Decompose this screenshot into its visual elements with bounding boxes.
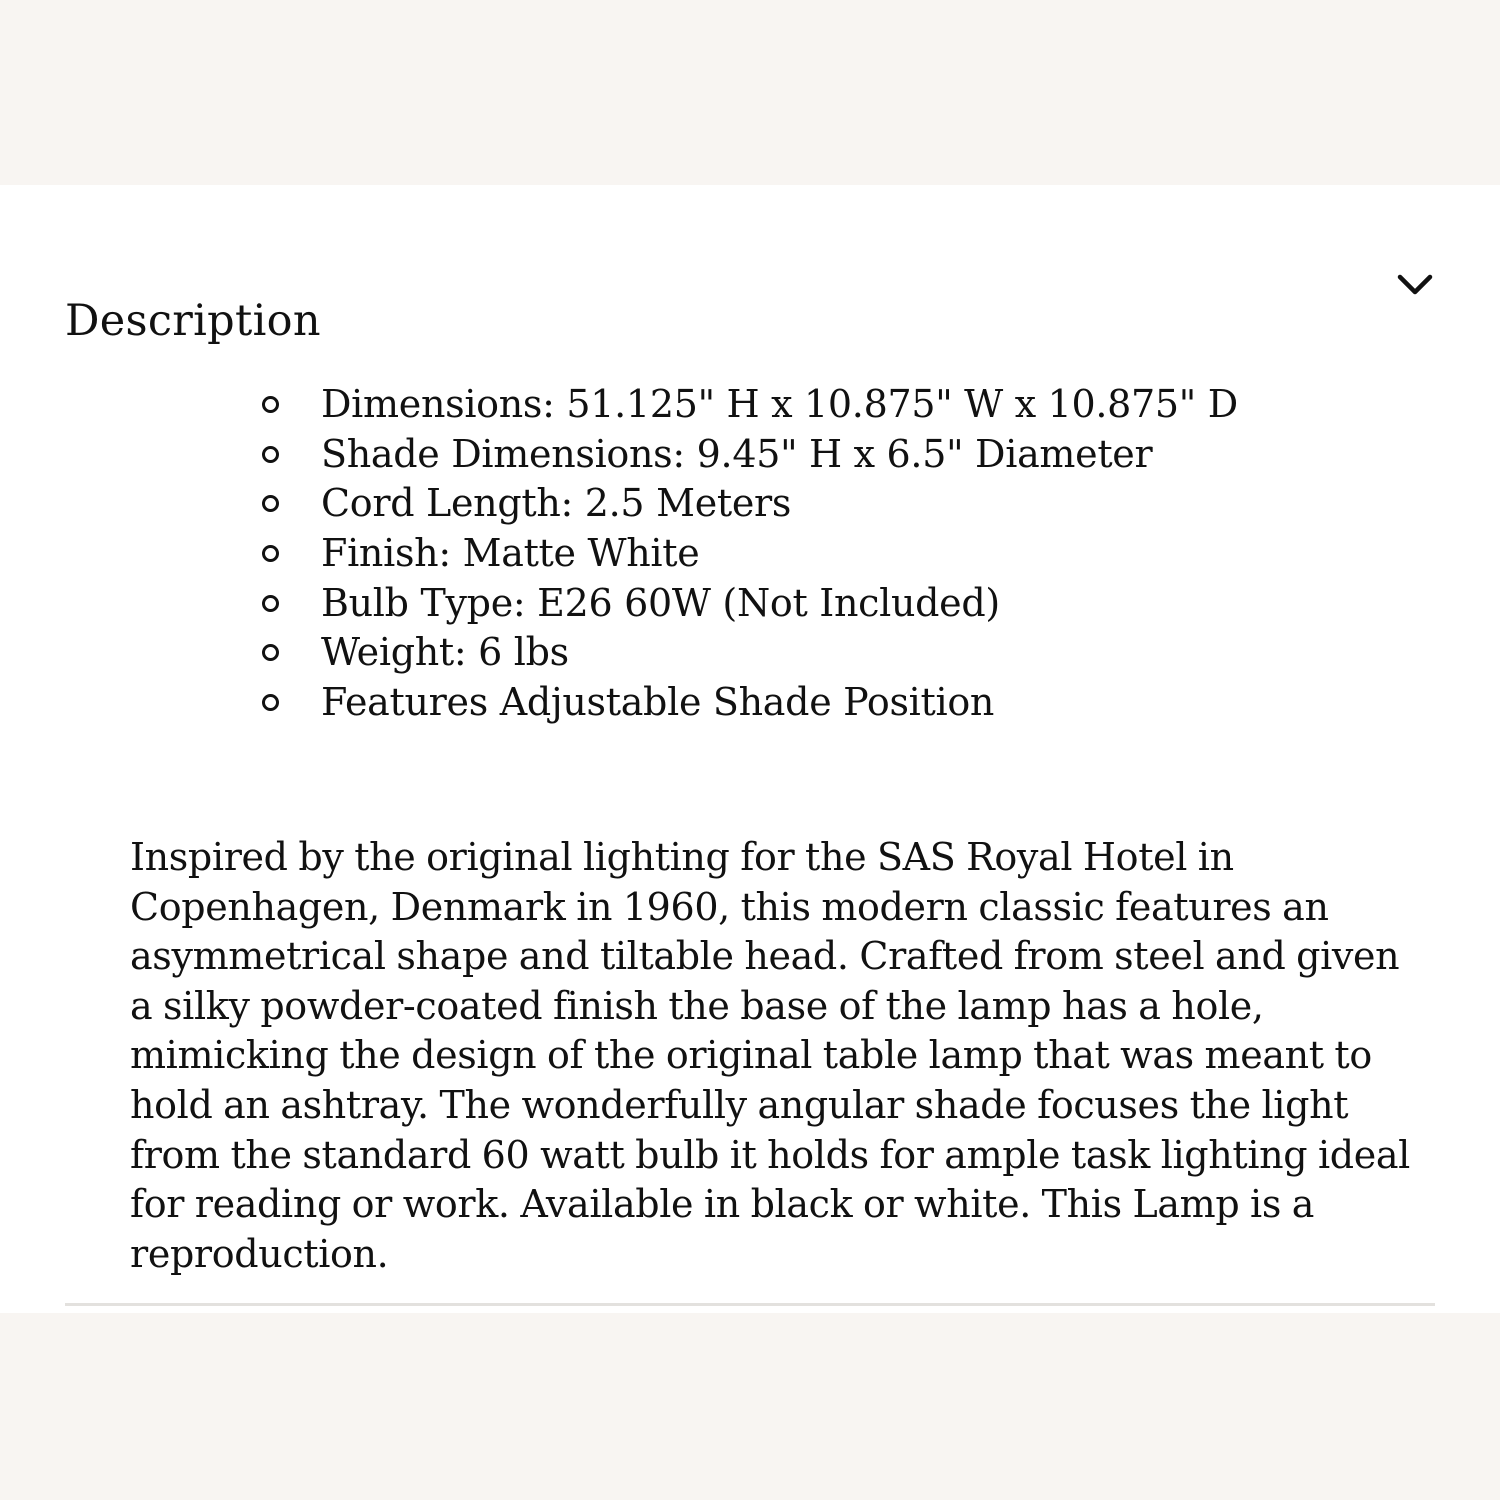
bullet-icon [262, 644, 279, 661]
spec-item-features [255, 678, 1435, 728]
chevron-down-icon[interactable] [1395, 267, 1435, 303]
spec-item-finish [255, 529, 1435, 579]
bullet-icon [262, 446, 279, 463]
spec-text: Weight: 6 lbs [321, 630, 569, 675]
section-divider [65, 1303, 1435, 1306]
spec-item-cord-length [255, 479, 1435, 529]
bullet-icon [262, 595, 279, 612]
spec-text: Finish: Matte White [321, 531, 700, 576]
spec-text: Features Adjustable Shade Position [321, 680, 995, 725]
spec-text: Shade Dimensions: 9.45" H x 6.5" Diameter [321, 431, 1153, 476]
description-paragraph: Inspired by the original lighting for the SAS Royal Hotel in Copenhagen, Denmark in 1960, this modern classic features an asymmetrical shape and tiltable head. Crafted from steel and given a silky powder-coated finish the base of the lamp has a hole, mimicking the design of the original table lamp that was meant to hold an ashtray. The wonderfully angular shade focuses the light from the standard 60 watt bulb it holds for ample task lighting ideal for reading or work. Available in black or white. This Lamp is a reproduction. [130, 835, 1410, 1276]
spec-item-bulb-type [255, 579, 1435, 629]
bullet-icon [262, 545, 279, 562]
bullet-icon [262, 495, 279, 512]
spec-item-shade-dimensions [255, 430, 1435, 480]
bullet-icon [262, 396, 279, 413]
description-panel [0, 185, 1500, 1313]
spec-text: Dimensions: 51.125" H x 10.875" W x 10.875" D [321, 382, 1238, 426]
spec-item-dimensions [255, 380, 1435, 430]
spec-list [255, 380, 1435, 728]
spec-text: Bulb Type: E26 60W (Not Included) [321, 580, 1000, 625]
bullet-icon [262, 694, 279, 711]
spec-item-weight [255, 628, 1435, 678]
spec-text: Cord Length: 2.5 Meters [321, 481, 792, 526]
description-title: Description [65, 295, 321, 346]
description-accordion-header[interactable] [65, 245, 1435, 346]
